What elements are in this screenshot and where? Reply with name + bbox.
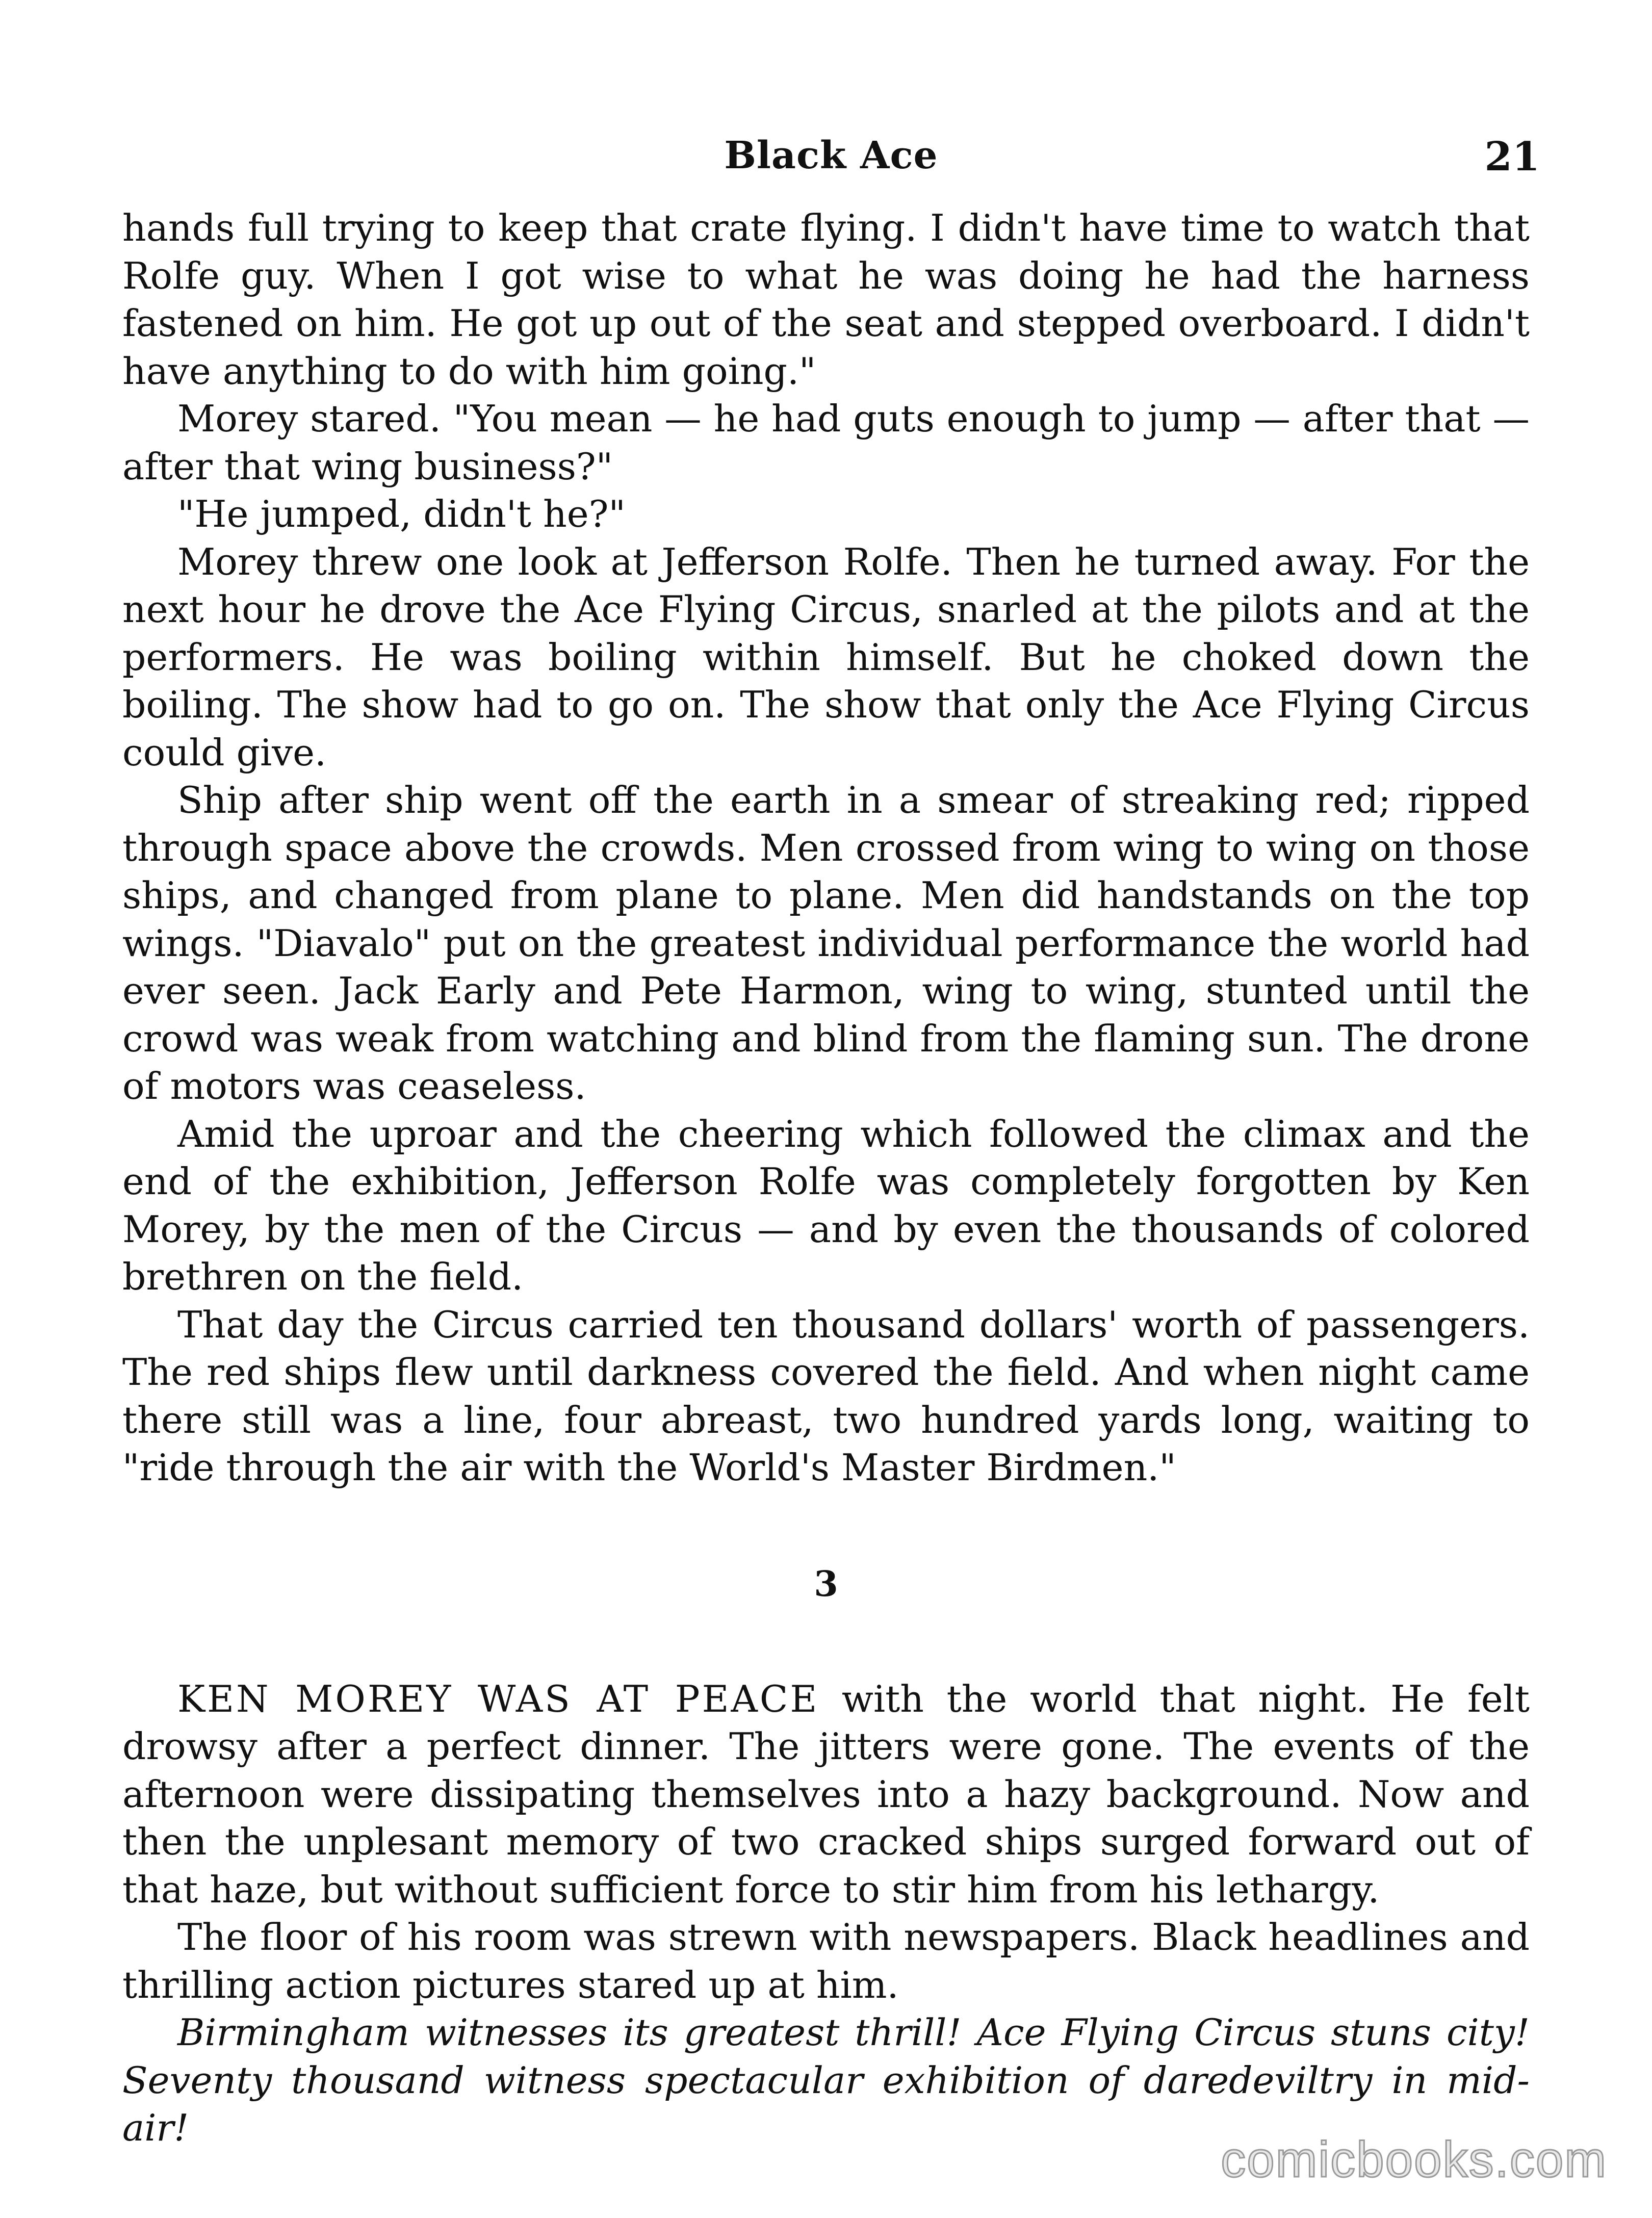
paragraph-continued: hands full trying to keep that crate flying. I didn't have time to watch that Rolfe guy. When I got wise to what he was doing he had the harness fastened on him. He got up out of the seat and stepped overboard. I didn't have anything to do with him going." [122, 207, 1530, 393]
site-watermark: comicbooks.com [1221, 2131, 1607, 2187]
newspaper-headlines: Birmingham witnesses its greatest thrill! Ace Flying Circus stuns city! Seventy thousand witness spectacular exhibition of daredeviltry in mid-air! [122, 2011, 1530, 2150]
page-number: 21 [1484, 134, 1540, 180]
paragraph: Morey stared. "You mean — he had guts enough to jump — after that — after that wing business?" [122, 398, 1530, 488]
paragraph: Ship after ship went off the earth in a smear of streaking red; ripped through space above the crowds. Men crossed from wing to wing on those ships, and changed from plane to plane. Men did handstands on the top wings. "Diavalo" put on the greatest individual performance the world had ever seen. Jack Early and Pete Harmon, wing to wing, stunted until the crowd was weak from watching and blind from the flaming sun. The drone of motors was ceaseless. [122, 779, 1530, 1108]
chapter-number: 3 [814, 1563, 838, 1605]
running-header [122, 134, 1540, 185]
chapter-opening-paragraph [122, 1676, 1530, 1915]
paragraph: "He jumped, didn't he?" [177, 493, 626, 536]
chapter-opening-caps: KEN MOREY WAS AT PEACE [177, 1678, 819, 1721]
running-title: Black Ace [724, 134, 938, 177]
paragraph: The floor of his room was strewn with newspapers. Black headlines and thrilling action pictures stared up at him. [122, 1916, 1530, 2007]
chapter-opening-text: with the world that night. He felt drowsy after a perfect dinner. The jitters were gone. The events of the afternoon were dissipating themselves into a hazy background. Now and then the unplesant memory of two cracked ships surged forward out of that haze, but without sufficient force to stir him from his lethargy. [122, 1678, 1530, 1912]
paragraph: That day the Circus carried ten thousand dollars' worth of passengers. The red ships flew until darkness covered the field. And when night came there still was a line, four abreast, two hundred yards long, waiting to "ride through the air with the World's Master Birdmen." [122, 1303, 1530, 1489]
body-text [122, 205, 1530, 2153]
paragraph: Morey threw one look at Jefferson Rolfe. Then he turned away. For the next hour he drove the Ace Flying Circus, snarled at the pilots and at the performers. He was boiling within himself. But he choked down the boiling. The show had to go on. The show that only the Ace Flying Circus could give. [122, 540, 1530, 775]
paragraph: Amid the uproar and the cheering which followed the climax and the end of the exhibition, Jefferson Rolfe was completely forgotten by Ken Morey, by the men of the Circus — and by even the thousands of colored brethren on the field. [122, 1113, 1530, 1299]
